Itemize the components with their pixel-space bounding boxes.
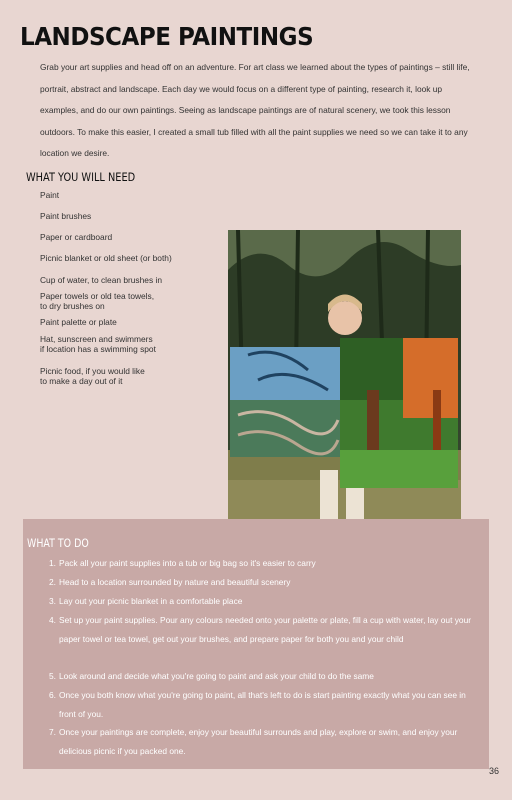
need-item: Hat, sunscreen and swimmers [40, 334, 153, 344]
need-item: Cup of water, to clean brushes in [40, 275, 162, 285]
need-item: Picnic blanket or old sheet (or both) [40, 253, 172, 263]
todo-text: Once your paintings are complete, enjoy your beautiful surrounds and play, explore or swim, and enjoy your delicious picnic if you packed one. [59, 727, 458, 756]
todo-item-1 [49, 554, 469, 573]
need-item: Paper or cardboard [40, 232, 113, 242]
todo-item-3 [49, 592, 469, 611]
todo-item-4 [49, 611, 471, 649]
todo-number: 5. [49, 671, 56, 681]
need-item: Paint brushes [40, 211, 92, 221]
need-item: Paper towels or old tea towels, [40, 291, 155, 301]
todo-text: Look around and decide what you're going to paint and ask your child to do the same [59, 671, 374, 681]
todo-item-2 [49, 573, 469, 592]
intro-paragraph: Grab your art supplies and head off on an adventure. For art class we learned about the types of paintings – still life, portrait, abstract and landscape. Each day we would focus on a different type of painting, research it, look up examples, and do our own paintings. Seeing as landscape paintings are of natural scenery, we took this lesson outdoors. To make this easier, I created a small tub filled with all the paint supplies we need so we can take it to any location we desire. [40, 62, 470, 159]
need-item: if location has a swimming spot [40, 344, 156, 354]
need-item: to dry brushes on [40, 301, 105, 311]
todo-text: Lay out your picnic blanket in a comfortable place [59, 596, 243, 606]
page-title: LANDSCAPE PAINTINGS [20, 22, 314, 51]
todo-text: Head to a location surrounded by nature and beautiful scenery [59, 577, 291, 587]
todo-number: 4. [49, 615, 56, 625]
need-item: Paint [40, 190, 60, 200]
todo-item-5 [49, 667, 469, 686]
todo-number: 6. [49, 690, 56, 700]
todo-text: Pack all your paint supplies into a tub or big bag so it's easier to carry [59, 558, 316, 568]
todo-text: Set up your paint supplies. Pour any colours needed onto your palette or plate, fill a cup with water, lay out your paper towel or tea towel, get out your brushes, and prepare paper for both you and your child [59, 615, 472, 644]
todo-heading: WHAT TO DO [27, 536, 89, 550]
what-to-do-panel [23, 519, 489, 769]
need-item: Paint palette or plate [40, 317, 117, 327]
todo-number: 2. [49, 577, 56, 587]
need-heading: WHAT YOU WILL NEED [26, 170, 136, 184]
todo-number: 1. [49, 558, 56, 568]
child-with-paintings-photo [228, 230, 461, 543]
todo-number: 7. [49, 727, 56, 737]
todo-text: Once you both know what you're going to paint, all that's left to do is start painting exactly what you can see in front of you. [59, 690, 466, 719]
todo-item-7 [49, 723, 471, 761]
todo-item-6 [49, 686, 469, 724]
page-number: 36 [489, 766, 500, 776]
todo-number: 3. [49, 596, 56, 606]
need-item: Picnic food, if you would like [40, 366, 145, 376]
need-item: to make a day out of it [40, 376, 123, 386]
